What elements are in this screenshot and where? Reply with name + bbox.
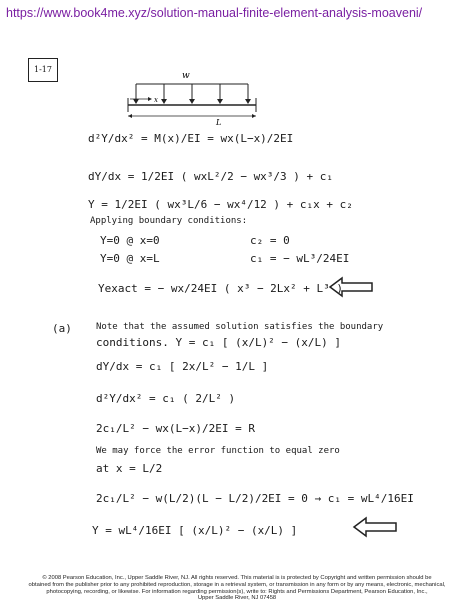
problem-number: 1-17	[34, 65, 52, 74]
exact-pointer-arrow-icon	[328, 276, 374, 298]
eq-residual: 2c₁/L² − wx(L−x)/2EI = R	[96, 422, 255, 435]
eq-final-solution: Y = wL⁴/16EI [ (x/L)² − (x/L) ]	[92, 524, 298, 537]
note-line-2: conditions. Y = c₁ [ (x/L)² − (x/L) ]	[96, 336, 342, 349]
eq-assumed-second-derivative: d²Y/dx² = c₁ ( 2/L² )	[96, 392, 236, 405]
bc1-left: Y=0 @ x=0	[100, 234, 160, 247]
dim-arrow-right	[252, 114, 256, 118]
eq-first-derivative: dY/dx = 1/2EI ( wxL²/2 − wx³/3 ) + c₁	[88, 170, 334, 183]
bc2-right: c₁ = − wL³/24EI	[250, 252, 350, 265]
load-label: w	[182, 71, 190, 81]
note-line-1: Note that the assumed solution satisfies the boundary	[96, 322, 384, 332]
beam-figure	[120, 68, 270, 126]
eq-deflection: Y = 1/2EI ( wx³L/6 − wx⁴/12 ) + c₁x + c₂	[88, 198, 353, 211]
final-pointer-arrow-icon	[352, 516, 398, 538]
eq-exact-solution: Yexact = − wx/24EI ( x³ − 2Lx² + L³ )	[98, 282, 344, 295]
source-url[interactable]: https://www.book4me.xyz/solution-manual-finite-element-analysis-moaveni/	[6, 6, 423, 20]
eq-solve-c1: 2c₁/L² − w(L/2)(L − L/2)/2EI = 0 → c₁ = wL⁴/16EI	[96, 492, 414, 505]
load-arrowheads	[133, 99, 251, 104]
x-label: x	[154, 96, 158, 104]
force-text-1: We may force the error function to equal zero	[96, 446, 340, 456]
force-text-2: at x = L/2	[96, 462, 163, 475]
footer-line-1: © 2008 Pearson Education, Inc., Upper Saddle River, NJ. All rights reserved. This material is is protected by Copyright and written permission should be	[42, 575, 432, 581]
applying-boundary-text: Applying boundary conditions:	[90, 216, 248, 226]
copyright-footer	[8, 575, 466, 602]
part-a-label: (a)	[52, 322, 72, 335]
footer-line-3: photocopying, recording, or likewise. For information regarding permission(s), write to: Rights and Permissions Department, Pearson Education, Inc.,	[46, 588, 428, 595]
dim-arrow-left	[128, 114, 132, 118]
eq-second-derivative: d²Y/dx² = M(x)/EI = wx(L−x)/2EI	[88, 132, 294, 145]
footer-line-4: Upper Saddle River, NJ 07458	[197, 595, 277, 602]
bc2-left: Y=0 @ x=L	[100, 252, 160, 265]
footer-line-2: obtained from the publisher prior to any prohibited reproduction, storage in a retrieval system, or transmission in any form or by any means, electronic, mechanical,	[28, 581, 446, 588]
problem-number-box	[28, 58, 58, 82]
x-arrowhead	[148, 97, 152, 101]
length-label: L	[216, 118, 222, 126]
bc1-right: c₂ = 0	[250, 234, 290, 247]
eq-assumed-first-derivative: dY/dx = c₁ [ 2x/L² − 1/L ]	[96, 360, 269, 373]
